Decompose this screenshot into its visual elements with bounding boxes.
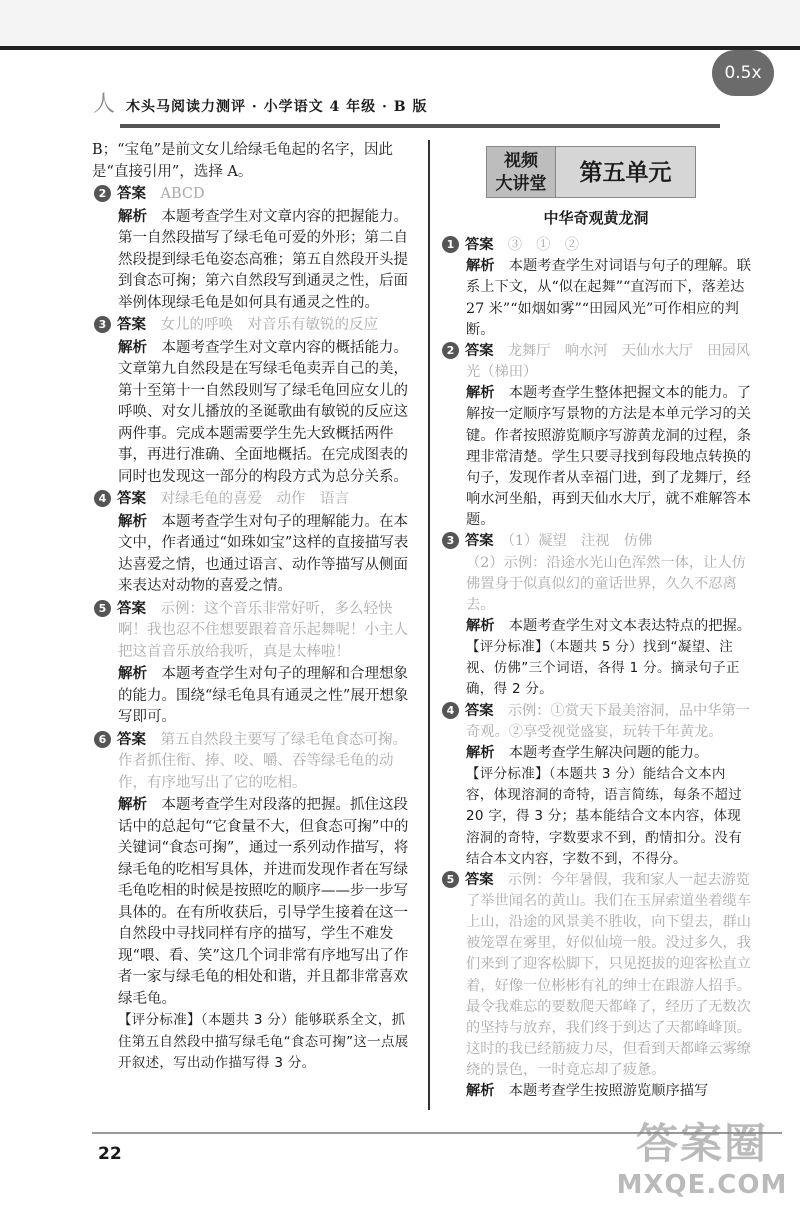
question-6 [92, 729, 410, 1075]
right-column [440, 140, 752, 1103]
item-1-continuation: B；“宝龟”是前文女儿给绿毛龟起的名字，因此是“直接引用”，选择 A。 [92, 142, 393, 180]
question-number: 6 [94, 731, 111, 748]
analysis-text: 本题考查学生对文本表达特点的把握。 [508, 617, 752, 634]
playback-speed-button[interactable] [712, 50, 774, 96]
answer-label: 答案 [117, 730, 146, 748]
scoring-criteria: 【评分标准】（本题共 5 分）找到“凝望、注视、仿佛”三个词语，各得 1 分。摘录句子正确，得 2 分。 [466, 639, 740, 698]
question-2 [92, 183, 410, 314]
question-number: 5 [442, 871, 459, 888]
question-r2 [440, 341, 752, 531]
analysis-label: 解析 [466, 617, 495, 634]
answer-label: 答案 [465, 871, 494, 888]
question-5 [92, 598, 410, 729]
question-r1 [440, 235, 752, 341]
answer-text: ABCD [160, 186, 205, 202]
analysis-label: 解析 [118, 338, 147, 356]
answer-label: 答案 [465, 237, 494, 254]
column-divider [428, 140, 430, 1110]
watermark-bottom: MXQE.COM [616, 1170, 788, 1200]
playback-speed-label: 0.5x [724, 63, 762, 83]
unit-title: 第五单元 [556, 146, 696, 198]
answer-text: 示例：今年暑假，我和家人一起去游览了举世闻名的黄山。我们在玉屏索道坐着缆车上山，沿途的风景美不胜收，向下望去，群山被笼罩在雾里，好似仙境一般。没过多久，我们来到了迎客松脚下，只见挺拔的迎客松直立着，好像一位彬彬有礼的绅士在跟游人招手。最令我难忘的要数爬天都峰了，经历了无数次的坚持与放弃，我们终于到达了天都峰峰顶。这时的我已经筋疲力尽，但看到天都峰云雾缭绕的景色，一时竟忘却了疲惫。 [466, 871, 752, 1079]
analysis-label: 解析 [118, 207, 147, 225]
question-3 [92, 314, 410, 488]
question-r3 [440, 531, 752, 700]
analysis-text: 本题考查学生解决问题的能力。 [508, 744, 709, 761]
page-number: 22 [98, 1144, 122, 1164]
analysis-label: 解析 [466, 385, 495, 402]
question-number: 2 [442, 342, 459, 359]
banner-tag-line2: 大讲堂 [495, 174, 547, 194]
question-4 [92, 488, 410, 598]
video-lecture-tag [486, 146, 556, 198]
article-title: 中华奇观黄龙洞 [543, 209, 649, 227]
site-watermark [612, 1118, 792, 1208]
left-column [92, 140, 410, 1075]
page-header-title: 木头马阅读力测评 · 小学语文 4 年级 · B 版 [126, 99, 428, 115]
answer-text: 示例：①赏天下最美溶洞，品中华第一奇观。②享受视觉盛宴，玩转千年黄龙。 [466, 702, 751, 740]
answer-text: 对绿毛龟的喜爱 动作 语言 [160, 491, 349, 507]
answer-label: 答案 [117, 490, 146, 507]
scoring-criteria: 【评分标准】（本题共 3 分）能够联系全文，抓住第五自然段中描写绿毛龟“食态可掬”这一点展开叙述，写出动作描写得 3 分。 [118, 1012, 409, 1071]
question-r4 [440, 701, 752, 870]
question-number: 1 [442, 236, 459, 253]
answer-text: 第五自然段主要写了绿毛龟食态可掬。作者抓住衔、捧、咬、嚼、吞等绿毛龟的动作，有序地写出了它的吃相。 [118, 731, 407, 791]
scoring-criteria: 【评分标准】（本题共 3 分）能结合文本内容，体现溶洞的奇特，语言简练，每条不超过 20 字，得 3 分；基本能结合文本内容，体现溶洞的奇特，字数要求不到，酌情扣分。没有结合本文内容，字数不到，不得分。 [466, 766, 742, 867]
question-number: 4 [94, 490, 111, 507]
answer-label: 答案 [465, 342, 494, 359]
analysis-text: 本题考查学生按照游览顺序描写 [508, 1083, 709, 1100]
question-number: 3 [442, 532, 459, 549]
question-number: 3 [94, 316, 111, 333]
answer-label: 答案 [465, 533, 494, 550]
analysis-label: 解析 [466, 1083, 495, 1100]
analysis-text: 本题考查学生整体把握文本的能力。了解按一定顺序写景物的方法是本单元学习的关键。作者按照游览顺序写游黄龙洞的过程，条理非常清楚。学生只要寻找到每段地点转换的句子，发现作者从幸福门进，到了龙舞厅，经响水河坐船，再到天仙水大厅，就不难解答本题。 [466, 385, 752, 529]
answer-label: 答案 [465, 702, 494, 719]
analysis-label: 解析 [118, 796, 147, 813]
analysis-label: 解析 [118, 512, 147, 530]
answer-text: 女儿的呼唤 对音乐有敏锐的反应 [160, 317, 378, 333]
answer-text: 示例：这个音乐非常好听，多么轻快啊！我也忍不住想要跟着音乐起舞呢！小主人把这首音乐放给我听，真是太棒啦！ [118, 600, 408, 660]
answer-text: 龙舞厅 响水河 天仙水大厅 田园风光（梯田） [466, 342, 751, 381]
analysis-text: 本题考查学生对段落的把握。抓住这段话中的总起句“它食量不大，但食态可掬”中的关键词“食态可掬”，通过一系列动作描写，将绿毛龟的吃相写具体，并进而发现作者在写绿毛龟吃相的时候是按照吃的顺序——步一步写具体的。在有所收获后，引导学生接着在这一自然段中寻找同样有序的描写，学生不难发现“喂、看、笑”这几个词非常有序地写出了作者一家与绿毛龟的相处和谐，并且都非常喜欢绿毛龟。 [118, 797, 409, 1007]
analysis-text: 本题考查学生对句子的理解和合理想象的能力。围绕“绿毛龟具有通灵之性”展开想象写即可。 [118, 666, 409, 725]
answer-label: 答案 [117, 316, 146, 333]
top-rule [0, 46, 800, 50]
analysis-text: 本题考查学生对文章内容的把握能力。第一自然段描写了绿毛龟可爱的外形；第二自然段提到绿毛龟姿态高雅；第五自然段开头提到食态可掬；第六自然段写到通灵之性，后面举例体现绿毛龟是如何具有通灵之性的。 [118, 208, 408, 311]
analysis-label: 解析 [466, 258, 495, 275]
watermark-top: 答案圈 [635, 1119, 768, 1168]
unit-banner [486, 146, 752, 200]
answer-label: 答案 [117, 599, 146, 617]
analysis-label: 解析 [118, 665, 147, 682]
answer-text: ③ ① ② [507, 237, 580, 254]
answer-text: （1）凝望 注视 仿佛 [507, 533, 653, 550]
question-number: 4 [442, 702, 459, 719]
analysis-text: 本题考查学生对文章内容的概括能力。文章第九自然段是在写绿毛龟卖弄自己的美，第十至第十一自然段则写了绿毛龟回应女儿的呼唤、对女儿播放的圣诞歌曲有敏锐的反应这两件事。完成本题需要学生先大致概括两件事，再进行准确、全面地概括。在完成图表的同时也发现这一部分的构段方式为总分关系。 [118, 339, 408, 485]
answer-label: 答案 [117, 185, 146, 202]
analysis-text: 本题考查学生对词语与句子的理解。联系上下文，从“似在起舞”“直泻而下，落差达 27 米”“如烟如雾”“田园风光”可作相应的判断。 [466, 258, 752, 338]
answer-text-extra: （2）示例：沿途水光山色浑然一体，让人仿佛置身于似真似幻的童话世界，久久不忍离去。 [466, 554, 746, 613]
banner-tag-line1: 视频 [504, 151, 538, 171]
question-number: 2 [94, 185, 111, 202]
question-number: 5 [94, 600, 111, 617]
analysis-text: 本题考查学生对句子的理解能力。在本文中，作者通过“如珠如宝”这样的直接描写表达喜爱之情，也通过语言、动作等描写从侧面来表达对动物的喜爱之情。 [118, 513, 409, 594]
analysis-label: 解析 [466, 744, 495, 761]
header-rule [120, 124, 720, 128]
question-r5 [440, 870, 752, 1103]
person-icon: 人 [92, 92, 115, 117]
top-band [0, 0, 800, 46]
